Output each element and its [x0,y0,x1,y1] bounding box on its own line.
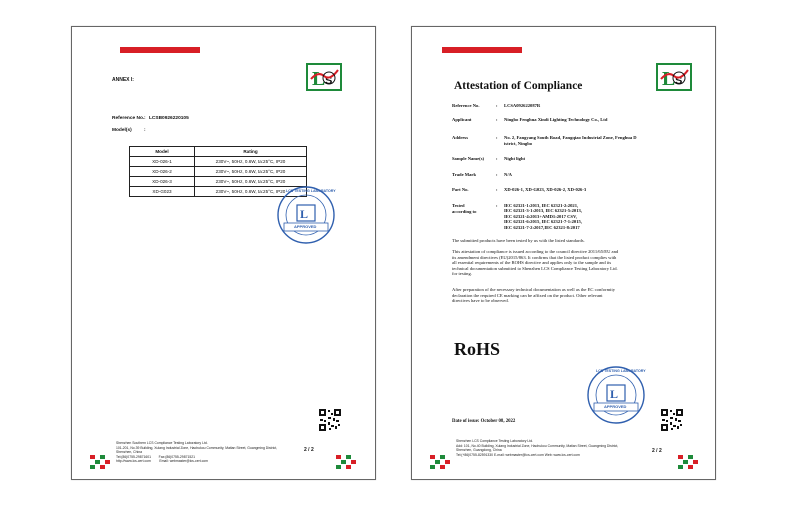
standard-item: IEC 62321-4:2013+AMD1:2017 CSV, [504,213,577,219]
header-red-bar [120,47,200,53]
svg-text:L: L [300,207,309,221]
qr-code-icon [319,409,341,431]
checker-footer-icon [90,455,112,469]
field-colon: : [496,172,498,177]
standard-item: IEC 62321-1:2013, IEC 62321-2:2021, [504,203,579,208]
field-value-trademark: N/A [504,172,512,177]
page-title: Attestation of Compliance [454,80,583,92]
rohs-mark: RoHS [454,339,501,359]
compliance-paragraph [452,249,682,277]
checker-footer-icon [334,455,356,469]
paragraph-line: its amendment directives (EU)2015/863. It confirms that the listed product complies with [452,254,617,260]
field-label-partno: Part No. [452,187,469,192]
field-value-reference: LCSA092622087R [504,103,541,108]
standard-item: IEC 62321-6:2015, IEC 62321-7-1:2015, [504,219,582,225]
field-colon: : [496,156,498,161]
reference-value: LCSB0926220105 [149,116,189,121]
field-label-trademark: Trade Mark [452,172,477,177]
stamp-bottom-text: APPROVED [604,404,627,409]
footer-fax: Fax:(86)0755-29871521 [158,454,196,459]
svg-text:L: L [312,68,326,90]
table-cell-rating: 230V~, 50Hz, 0.6W, ta:25°C, IP20 [195,167,307,177]
ce-marking-paragraph [452,287,682,304]
field-label-applicant: Applicant [452,117,472,122]
field-colon: : [496,187,498,192]
lcs-logo-icon [656,63,692,91]
stamp-top-text: LCS TESTING LABORATORY [286,189,336,193]
stamp-bottom-text: APPROVED [294,224,317,229]
footer-city: Shenzhen, China [116,450,143,455]
table-header-rating: Rating [195,147,307,157]
tested-label-line1: Tested [452,203,465,208]
footer-email: Email: webmaster@lcs-cert.com [159,459,209,464]
footer-block [116,441,277,464]
table-header-row [130,147,307,157]
paragraph-line: declaration the required CE marking can be affixed on the product. Other relevant [452,292,603,298]
field-value-address: No. 2, Fangyang South Road, Fangqiao Industrial Zone, Fenghua D [504,135,637,140]
field-colon: : [496,103,498,108]
table-header-model: Model [130,147,195,157]
models-label: Model(s) [112,128,132,133]
footer-address: 101-201, No.39 Building, Xulang Industrial Zone, Haohukou Community, Matian Street, Guangming District, [116,445,278,450]
approved-stamp-icon [276,185,336,245]
table-row [130,167,307,177]
document-page-attestation [411,26,716,480]
date-of-issue: Date of issue: October 08, 2022 [452,419,516,424]
submitted-statement: The submitted products have been tested by us with the listed standards. [452,238,585,243]
svg-text:L: L [610,387,619,401]
table-cell-model: XD-026-1 [130,157,195,167]
stamp-top-text: LCS TESTING LABORATORY [596,369,646,373]
annex-title: ANNEX I: [112,77,134,83]
checker-footer-icon [430,455,452,469]
svg-text:L: L [662,68,676,90]
table-cell-rating: 230V~, 50Hz, 0.6W, ta:25°C, IP20 [195,187,307,197]
field-value-applicant: Ningbo Fenghua Xindi Lighting Technology Co., Ltd [504,117,608,122]
paragraph-line: This attestation of compliance is issued according to the council directive 2011/65/EU and [452,249,619,254]
field-label-sample: Sample Name(s) [452,156,485,161]
footer-contact: Tel:(+86)0755-82591330 E-mail: webmaster@lcs-cert.com Web: www.lcs-cert.com [456,452,580,457]
table-cell-model: XD-026-3 [130,177,195,187]
tested-label-line2: according to [452,209,477,214]
field-value-address-line2: istrict, Ningbo [504,141,533,146]
page-number: 2 / 2 [652,448,662,454]
field-value-sample: Night light [504,156,526,161]
page-number: 2 / 2 [304,447,314,453]
footer-company: Shenzhen Southern LCS Compliance Testing Laboratory Ltd. [116,441,208,445]
document-page-annex [71,26,376,480]
reference-colon: : [144,116,146,121]
paragraph-line: technical documentation submitted to Shenzhen LCS Compliance Testing Laboratory Ltd. [452,265,618,271]
paragraph-line: for testing. [452,271,472,277]
paragraph-line: After preparation of the necessary technical documentation as well as the EC conformity [452,287,616,292]
standard-item: IEC 62321-7-2:2017,IEC 62321-8:2017 [504,224,580,230]
checker-footer-icon [676,455,698,469]
footer-web-row [116,459,277,464]
standards-list [504,203,582,230]
table-cell-model: XD-026-2 [130,167,195,177]
approved-stamp-icon [586,365,646,425]
field-value-partno: XD-026-1, XD-G023, XD-026-2, XD-026-3 [504,187,587,192]
field-colon: : [496,135,498,140]
lcs-logo-icon [306,63,342,91]
svg-text:S: S [675,75,683,87]
table-cell-rating: 230V~, 50Hz, 0.6W, ta:25°C, IP20 [195,157,307,167]
paragraph-line: all essential requirements of the ROHS directive and applies only to the sample and its [452,260,612,266]
field-label-reference: Reference No. [452,103,480,108]
header-red-bar [442,47,522,53]
footer-tel: Tel:(86)0755-29871601 [116,454,152,459]
footer-block [456,439,618,457]
field-colon: : [496,117,498,122]
paragraph-line: directives have to be observed. [452,298,509,304]
qr-code-icon [661,409,683,431]
footer-city: Shenzhen, Guangdong, China [456,448,502,453]
models-colon: : [144,128,146,133]
table-row [130,157,307,167]
svg-text:S: S [325,75,333,87]
footer-company: Shenzhen LCS Compliance Testing Laboratory Ltd. [456,439,534,443]
reference-label: Reference No. [112,116,145,121]
field-label-address: Address [452,135,468,140]
footer-address: Add: 101, No.40 Building, Xulang Industrial Zone, Haohukou Community, Matian Street, Guangming District, [456,443,619,448]
footer-website: http://www.lcs-cert.com [116,459,151,464]
standard-item: IEC 62321-3-1:2013, IEC 62321-5:2013, [504,208,582,214]
table-cell-rating: 230V~, 50Hz, 0.6W, ta:25°C, IP20 [195,177,307,187]
table-cell-model: XD-G023 [130,187,195,197]
field-colon: : [496,203,498,208]
